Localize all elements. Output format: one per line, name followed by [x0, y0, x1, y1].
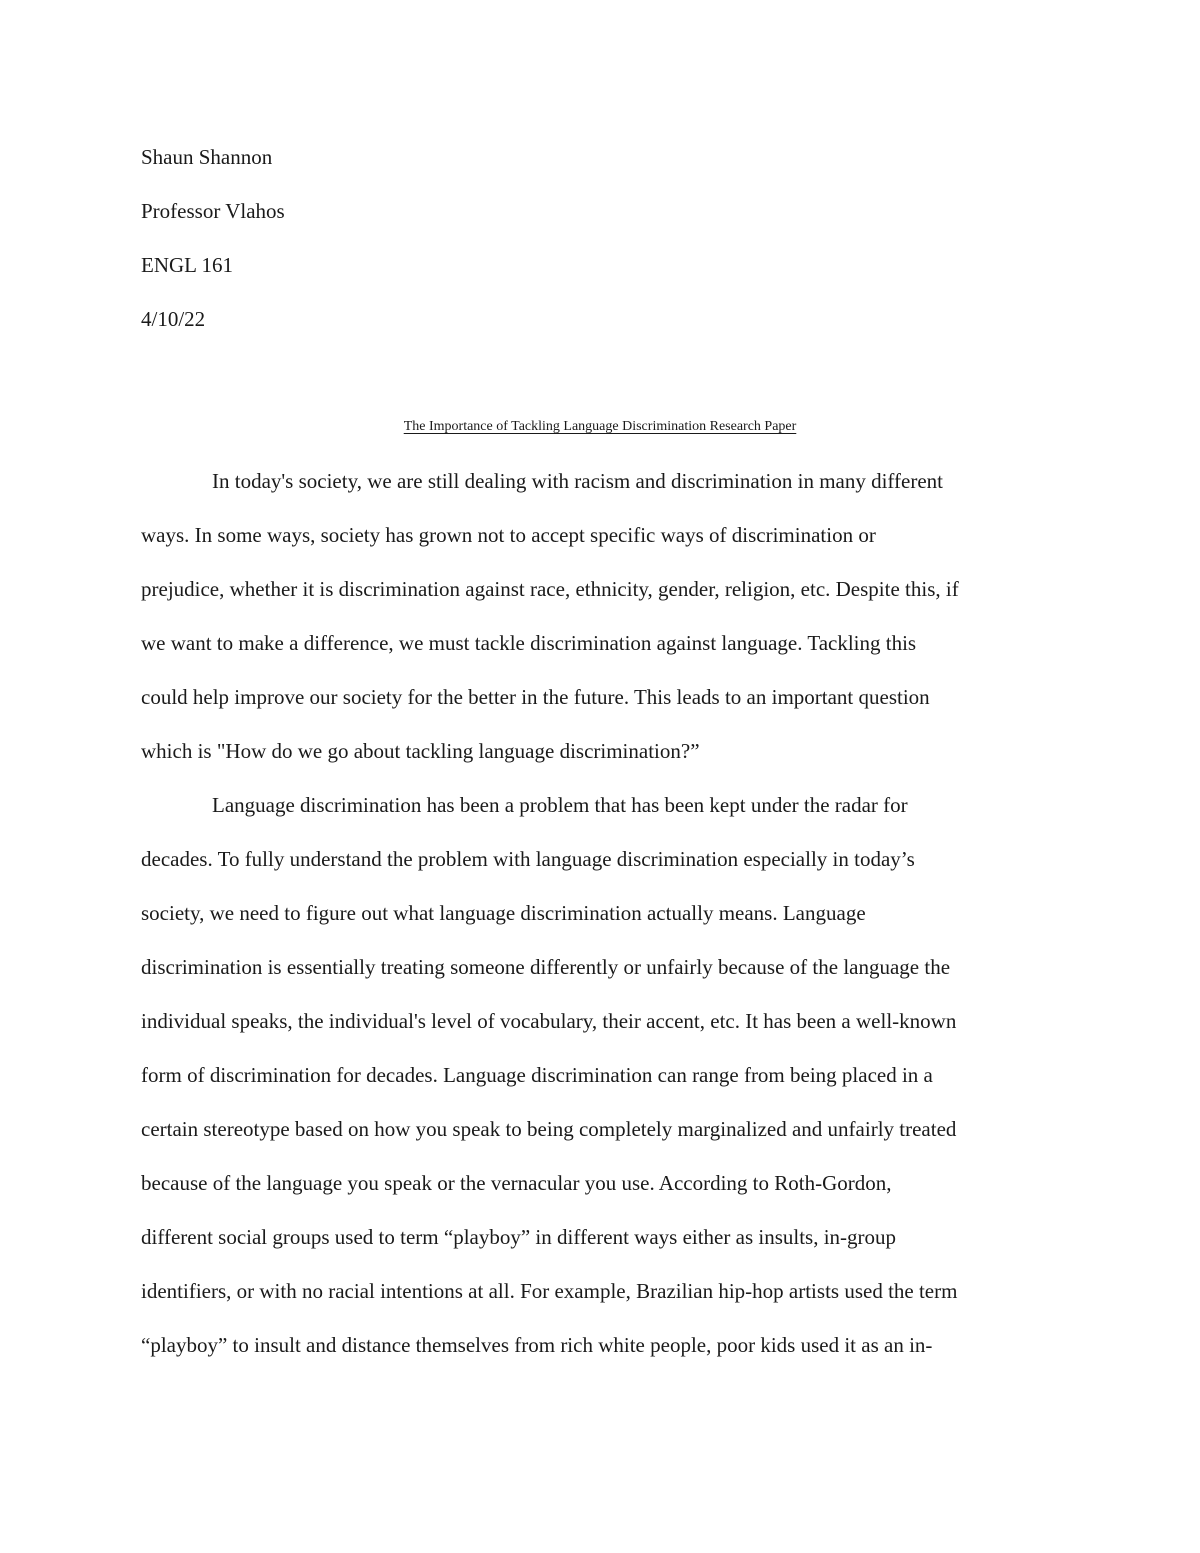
- paragraph-line: certain stereotype based on how you speak to being completely marginalized and unfairly treated: [141, 1117, 957, 1141]
- paper-title: The Importance of Tackling Language Discrimination Research Paper: [403, 419, 797, 434]
- paragraph-line: decades. To fully understand the problem with language discrimination especially in today’s: [141, 847, 915, 871]
- paragraph-line: individual speaks, the individual's level of vocabulary, their accent, etc. It has been a well-known: [141, 1009, 957, 1033]
- paragraph-line: Language discrimination has been a problem that has been kept under the radar for: [212, 793, 908, 817]
- paragraph-line: we want to make a difference, we must tackle discrimination against language. Tackling this: [141, 631, 917, 655]
- paragraph-line: In today's society, we are still dealing with racism and discrimination in many different: [212, 469, 944, 493]
- instructor-name: Professor Vlahos: [141, 199, 285, 223]
- paragraph-line: because of the language you speak or the vernacular you use. According to Roth-Gordon,: [141, 1171, 892, 1195]
- paragraph-line: ways. In some ways, society has grown not to accept specific ways of discrimination or: [141, 523, 876, 547]
- paper-date: 4/10/22: [141, 307, 206, 331]
- author-name: Shaun Shannon: [141, 145, 273, 169]
- paragraph-line: could help improve our society for the better in the future. This leads to an important question: [141, 685, 930, 709]
- course-name: ENGL 161: [141, 253, 233, 277]
- paragraph-line: society, we need to figure out what language discrimination actually means. Language: [141, 901, 866, 925]
- paragraph-line: “playboy” to insult and distance themselves from rich white people, poor kids used it as an in-: [141, 1333, 933, 1357]
- paragraph-line: which is "How do we go about tackling language discrimination?”: [141, 739, 700, 763]
- paragraph-line: form of discrimination for decades. Language discrimination can range from being placed in a: [141, 1063, 933, 1087]
- paragraph-line: discrimination is essentially treating someone differently or unfairly because of the language the: [141, 955, 951, 979]
- paragraph-line: prejudice, whether it is discrimination against race, ethnicity, gender, religion, etc. Despite this, if: [141, 577, 959, 601]
- paragraph-line: different social groups used to term “playboy” in different ways either as insults, in-group: [141, 1225, 897, 1249]
- paragraph-line: identifiers, or with no racial intentions at all. For example, Brazilian hip-hop artists used the term: [141, 1279, 958, 1303]
